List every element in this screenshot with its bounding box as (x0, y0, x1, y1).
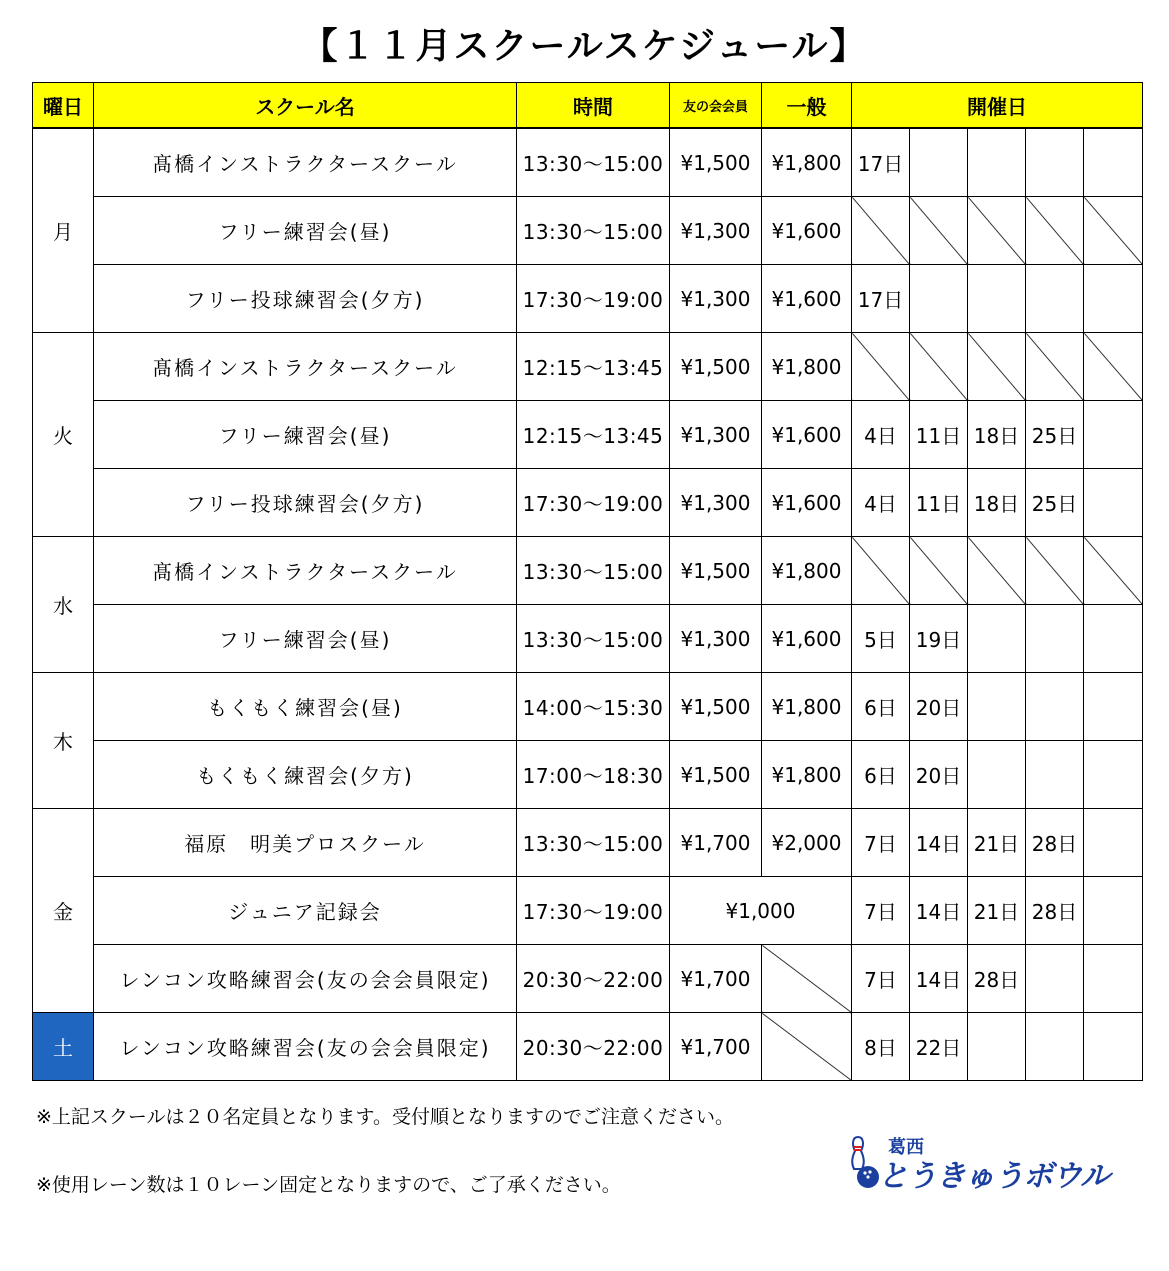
date-cell-empty (968, 605, 1026, 673)
member-price: ¥1,300 (670, 401, 762, 469)
table-row (33, 401, 1143, 469)
general-price: ¥1,600 (762, 401, 852, 469)
time-cell: 13:30〜15:00 (517, 128, 670, 197)
date-cell-slashed (910, 333, 968, 401)
date-cell-slashed (852, 537, 910, 605)
date-cell-slashed (852, 333, 910, 401)
header-dates: 開催日 (852, 83, 1143, 129)
school-name: フリー投球練習会(夕方) (94, 469, 517, 537)
date-cell-empty (968, 741, 1026, 809)
date-cell: 19日 (910, 605, 968, 673)
date-cell-empty (1084, 605, 1143, 673)
date-cell: 7日 (852, 809, 910, 877)
date-cell-slashed (968, 333, 1026, 401)
date-cell: 25日 (1026, 469, 1084, 537)
date-cell: 18日 (968, 469, 1026, 537)
date-cell-empty (968, 265, 1026, 333)
date-cell-empty (1084, 673, 1143, 741)
header-general-price: 一般 (762, 83, 852, 129)
note-lanes: ※使用レーン数は１０レーン固定となりますので、ご了承ください。 (36, 1174, 621, 1196)
table-row (33, 605, 1143, 673)
date-cell: 7日 (852, 877, 910, 945)
table-row (33, 265, 1143, 333)
general-price: ¥1,800 (762, 741, 852, 809)
date-cell-empty (1084, 945, 1143, 1013)
date-cell-slashed (1026, 197, 1084, 265)
date-cell-empty (968, 1013, 1026, 1081)
date-cell: 14日 (910, 877, 968, 945)
date-cell: 28日 (968, 945, 1026, 1013)
date-cell-empty (968, 128, 1026, 197)
school-name: レンコン攻略練習会(友の会会員限定) (94, 945, 517, 1013)
time-cell: 20:30〜22:00 (517, 945, 670, 1013)
date-cell-empty (1084, 401, 1143, 469)
time-cell: 14:00〜15:30 (517, 673, 670, 741)
table-row (33, 197, 1143, 265)
time-cell: 12:15〜13:45 (517, 333, 670, 401)
time-cell: 20:30〜22:00 (517, 1013, 670, 1081)
school-name: フリー投球練習会(夕方) (94, 265, 517, 333)
member-price: ¥1,500 (670, 537, 762, 605)
school-name: 福原 明美プロスクール (94, 809, 517, 877)
member-price: ¥1,700 (670, 945, 762, 1013)
header-row (33, 83, 1143, 129)
date-cell: 21日 (968, 877, 1026, 945)
logo-top-text: 葛西 (888, 1137, 924, 1158)
day-cell: 水 (33, 537, 94, 673)
school-name: フリー練習会(昼) (94, 197, 517, 265)
date-cell-slashed (968, 537, 1026, 605)
date-cell: 5日 (852, 605, 910, 673)
day-cell: 月 (33, 128, 94, 333)
general-price: ¥1,600 (762, 265, 852, 333)
school-name: フリー練習会(昼) (94, 401, 517, 469)
logo-main-text: とうきゅうボウル (878, 1159, 1110, 1194)
date-cell: 17日 (852, 265, 910, 333)
day-cell: 火 (33, 333, 94, 537)
date-cell: 14日 (910, 809, 968, 877)
table-row (33, 537, 1143, 605)
date-cell: 4日 (852, 469, 910, 537)
school-name: 髙橋インストラクタースクール (94, 333, 517, 401)
school-name: ジュニア記録会 (94, 877, 517, 945)
member-price: ¥1,700 (670, 809, 762, 877)
date-cell-slashed (852, 197, 910, 265)
date-cell-empty (1084, 741, 1143, 809)
date-cell: 6日 (852, 673, 910, 741)
table-row (33, 809, 1143, 877)
time-cell: 12:15〜13:45 (517, 401, 670, 469)
time-cell: 13:30〜15:00 (517, 809, 670, 877)
school-name: もくもく練習会(夕方) (94, 741, 517, 809)
header-school: スクール名 (94, 83, 517, 129)
general-price: ¥1,600 (762, 197, 852, 265)
date-cell: 11日 (910, 469, 968, 537)
date-cell: 20日 (910, 741, 968, 809)
date-cell-slashed (1084, 537, 1143, 605)
date-cell-slashed (1084, 333, 1143, 401)
table-row (33, 469, 1143, 537)
school-name: もくもく練習会(昼) (94, 673, 517, 741)
member-price: ¥1,300 (670, 469, 762, 537)
general-price: ¥1,800 (762, 333, 852, 401)
header-time: 時間 (517, 83, 670, 129)
date-cell-empty (1084, 809, 1143, 877)
day-cell: 金 (33, 809, 94, 1013)
member-price: ¥1,300 (670, 197, 762, 265)
date-cell: 18日 (968, 401, 1026, 469)
time-cell: 17:30〜19:00 (517, 469, 670, 537)
general-price: ¥1,600 (762, 605, 852, 673)
table-row (33, 333, 1143, 401)
date-cell-empty (1084, 265, 1143, 333)
date-cell: 8日 (852, 1013, 910, 1081)
date-cell: 17日 (852, 128, 910, 197)
page-title: 【１１月スクールスケジュール】 (301, 25, 868, 67)
school-name: 髙橋インストラクタースクール (94, 537, 517, 605)
date-cell: 20日 (910, 673, 968, 741)
general-price-slashed (762, 1013, 852, 1081)
date-cell-empty (1084, 128, 1143, 197)
date-cell-slashed (1026, 537, 1084, 605)
time-cell: 17:30〜19:00 (517, 265, 670, 333)
date-cell-empty (968, 673, 1026, 741)
time-cell: 17:00〜18:30 (517, 741, 670, 809)
school-name: 髙橋インストラクタースクール (94, 128, 517, 197)
member-price: ¥1,500 (670, 673, 762, 741)
date-cell-empty (1026, 128, 1084, 197)
date-cell-empty (910, 265, 968, 333)
time-cell: 17:30〜19:00 (517, 877, 670, 945)
date-cell-empty (1084, 469, 1143, 537)
date-cell: 6日 (852, 741, 910, 809)
time-cell: 13:30〜15:00 (517, 537, 670, 605)
day-cell: 木 (33, 673, 94, 809)
date-cell-empty (1026, 673, 1084, 741)
date-cell: 25日 (1026, 401, 1084, 469)
school-name: レンコン攻略練習会(友の会会員限定) (94, 1013, 517, 1081)
date-cell-empty (1026, 741, 1084, 809)
date-cell-empty (1084, 1013, 1143, 1081)
member-price: ¥1,500 (670, 741, 762, 809)
combined-price: ¥1,000 (670, 877, 852, 945)
table-row (33, 741, 1143, 809)
date-cell-slashed (1084, 197, 1143, 265)
table-row (33, 945, 1143, 1013)
date-cell: 21日 (968, 809, 1026, 877)
table-row (33, 877, 1143, 945)
general-price: ¥1,600 (762, 469, 852, 537)
date-cell-slashed (910, 197, 968, 265)
date-cell: 11日 (910, 401, 968, 469)
date-cell-slashed (968, 197, 1026, 265)
date-cell: 14日 (910, 945, 968, 1013)
date-cell: 22日 (910, 1013, 968, 1081)
general-price: ¥1,800 (762, 673, 852, 741)
schedule-table (32, 82, 1143, 1081)
date-cell: 7日 (852, 945, 910, 1013)
time-cell: 13:30〜15:00 (517, 197, 670, 265)
bowling-logo (848, 1135, 1138, 1194)
date-cell-empty (1026, 945, 1084, 1013)
date-cell-slashed (910, 537, 968, 605)
table-row (33, 128, 1143, 197)
date-cell-empty (1026, 265, 1084, 333)
date-cell-slashed (1026, 333, 1084, 401)
header-member-price: 友の会会員 (670, 83, 762, 129)
table-row (33, 1013, 1143, 1081)
member-price: ¥1,300 (670, 265, 762, 333)
date-cell-empty (1084, 877, 1143, 945)
note-capacity: ※上記スクールは２０名定員となります。受付順となりますのでご注意ください。 (36, 1106, 735, 1128)
date-cell: 28日 (1026, 809, 1084, 877)
date-cell: 28日 (1026, 877, 1084, 945)
school-name: フリー練習会(昼) (94, 605, 517, 673)
general-price: ¥2,000 (762, 809, 852, 877)
date-cell-empty (1026, 605, 1084, 673)
date-cell-empty (1026, 1013, 1084, 1081)
header-day: 曜日 (33, 83, 94, 129)
member-price: ¥1,500 (670, 128, 762, 197)
table-row (33, 673, 1143, 741)
date-cell: 4日 (852, 401, 910, 469)
member-price: ¥1,700 (670, 1013, 762, 1081)
day-cell-saturday: 土 (33, 1013, 94, 1081)
general-price: ¥1,800 (762, 537, 852, 605)
general-price-slashed (762, 945, 852, 1013)
time-cell: 13:30〜15:00 (517, 605, 670, 673)
member-price: ¥1,300 (670, 605, 762, 673)
member-price: ¥1,500 (670, 333, 762, 401)
general-price: ¥1,800 (762, 128, 852, 197)
date-cell-empty (910, 128, 968, 197)
